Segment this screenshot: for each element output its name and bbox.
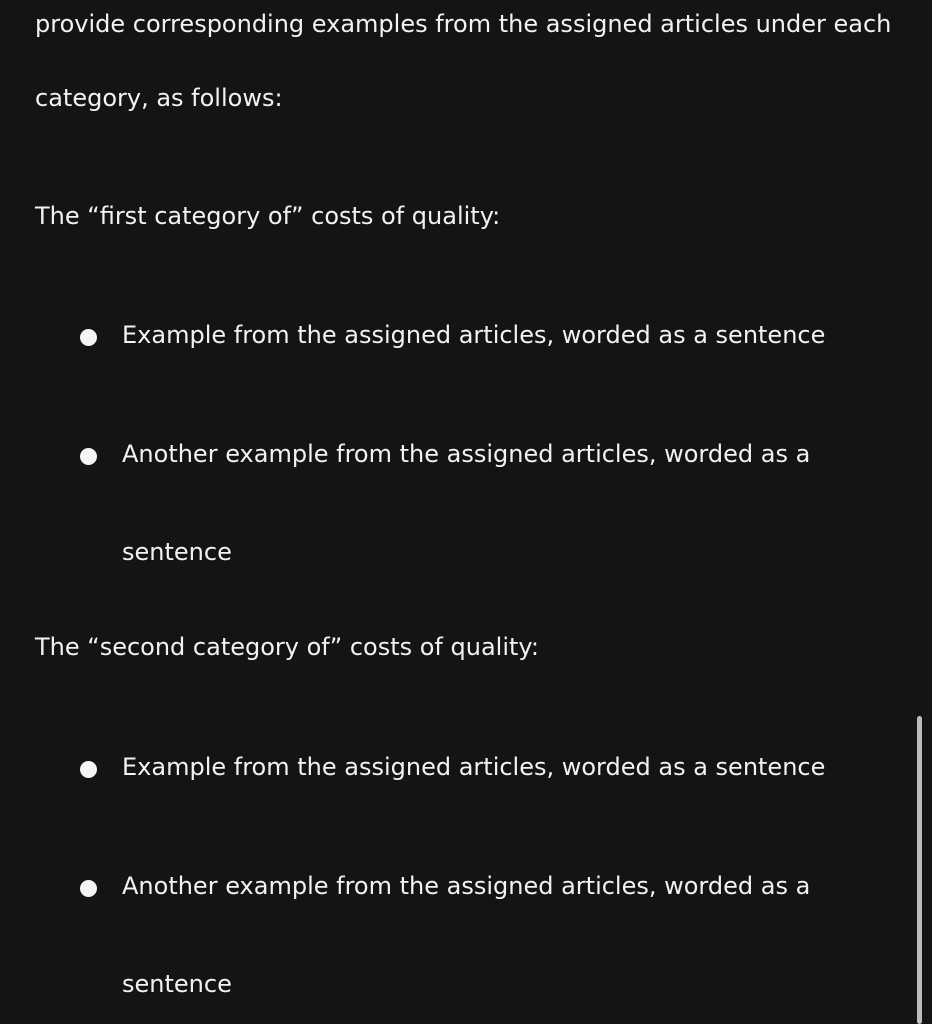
list-item-text: Example from the assigned articles, worded as a sentence — [122, 753, 826, 781]
list-item-text: Example from the assigned articles, worded as a sentence — [122, 321, 826, 349]
vertical-scrollbar[interactable] — [917, 716, 922, 1024]
list-item-text-continuation: sentence — [122, 538, 232, 566]
intro-line-1: provide corresponding examples from the assigned articles under each — [35, 10, 892, 38]
list-item — [0, 755, 900, 785]
list-item-text: Another example from the assigned articles, worded as a — [122, 872, 811, 900]
bullet-icon — [80, 880, 97, 897]
list-item-text-continuation: sentence — [122, 970, 232, 998]
list-item-text: Another example from the assigned articles, worded as a — [122, 440, 811, 468]
list-item — [0, 442, 900, 472]
section-heading-first: The “first category of” costs of quality: — [35, 202, 501, 230]
bullet-icon — [80, 448, 97, 465]
bullet-icon — [80, 329, 97, 346]
intro-line-2: category, as follows: — [35, 84, 283, 112]
section-heading-second: The “second category of” costs of quality: — [35, 633, 539, 661]
bullet-icon — [80, 761, 97, 778]
list-item — [0, 323, 900, 353]
list-item — [0, 874, 900, 904]
